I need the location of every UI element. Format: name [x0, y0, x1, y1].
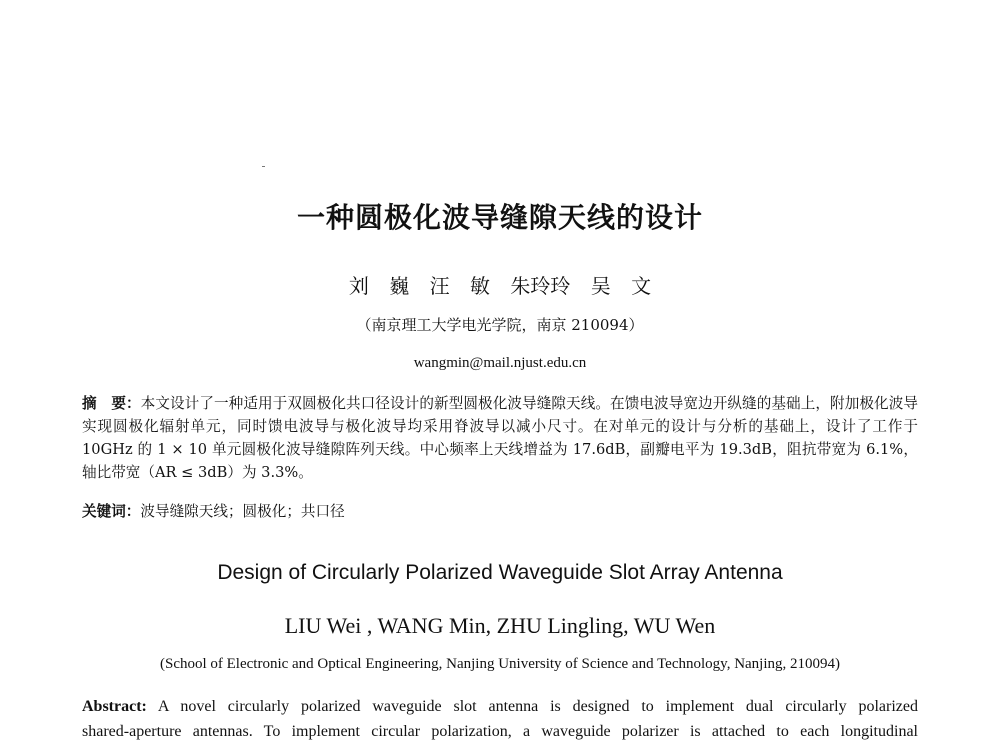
chinese-keywords-label: 关键词： [82, 503, 141, 520]
english-abstract-text-2: shared-aperture antennas. To implement circular polarization, a waveguide polarizer is attached to each longitudinal [82, 723, 918, 740]
english-abstract-line [82, 694, 918, 719]
english-authors: LIU Wei , WANG Min, ZHU Lingling, WU Wen [284, 613, 716, 638]
chinese-abstract-text: 本文设计了一种适用于双圆极化共口径设计的新型圆极化波导缝隙天线。在馈电波导宽边开纵缝的基础上，附加极化波导实现圆极化辐射单元，同时馈电波导与极化波导均采用脊波导以减小尺寸。在对单元的设计与分析的基础上，设计了工作于 10GHz 的 1 × 10 单元圆极化波导缝隙阵列天线。中心频率上天线增益为 17.6dB，副瓣电平为 19.3dB，阻抗带宽为 6.1%，轴比带宽（AR ≤ 3dB）为 3.3%。 [82, 395, 918, 481]
author-email: wangmin@mail.njust.edu.cn [413, 355, 587, 371]
chinese-abstract [82, 392, 918, 484]
chinese-authors: 刘 巍 汪 敏 朱玲玲 吴 文 [348, 274, 652, 298]
english-abstract-line [82, 719, 918, 744]
chinese-keywords-text: 波导缝隙天线；圆极化；共口径 [140, 503, 345, 520]
chinese-abstract-label: 摘 要： [82, 395, 141, 412]
english-title: Design of Circularly Polarized Waveguide Slot Array Antenna [217, 561, 783, 584]
english-abstract-text-1: A novel circularly polarized waveguide slot antenna is designed to implement dual circularly polarized [157, 698, 918, 715]
chinese-keywords [82, 500, 918, 523]
english-abstract [82, 694, 918, 744]
chinese-title: 一种圆极化波导缝隙天线的设计 [296, 201, 703, 234]
chinese-affiliation: （南京理工大学电光学院，南京 210094） [356, 316, 644, 334]
english-affiliation: (School of Electronic and Optical Engineering, Nanjing University of Science and Technology, Nanjing, 210094) [159, 656, 841, 672]
english-abstract-label: Abstract: [82, 698, 147, 715]
scan-artifact-mark [262, 166, 265, 167]
